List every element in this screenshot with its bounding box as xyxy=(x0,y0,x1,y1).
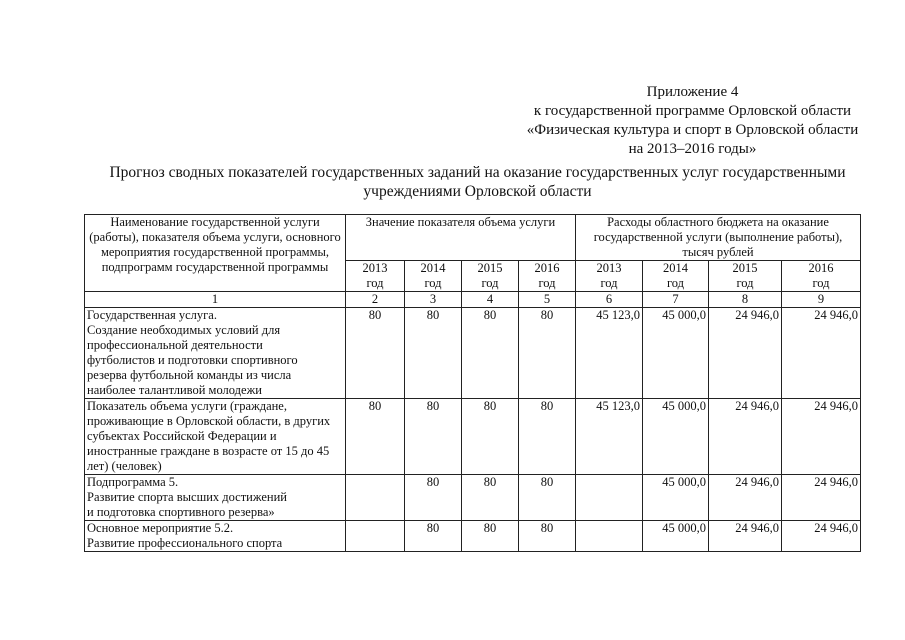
expense-cell: 45 123,0 xyxy=(576,308,643,399)
table-row xyxy=(85,399,861,475)
table-row xyxy=(85,308,861,399)
expense-cell: 45 000,0 xyxy=(643,521,709,552)
volume-cell: 80 xyxy=(462,521,519,552)
row-name-cell xyxy=(85,475,346,521)
row-name-line: резерва футбольной команды из числа xyxy=(87,368,292,382)
header-year: 2014 год xyxy=(405,261,462,292)
volume-cell: 80 xyxy=(405,521,462,552)
volume-cell: 80 xyxy=(519,475,576,521)
expense-cell: 24 946,0 xyxy=(782,308,861,399)
volume-cell xyxy=(346,475,405,521)
row-name-line: иностранные граждане в возрасте от 15 до 45 xyxy=(87,444,330,458)
appendix-header xyxy=(470,83,905,159)
volume-cell: 80 xyxy=(405,308,462,399)
header-year: 2014 год xyxy=(643,261,709,292)
row-name-line: футболистов и подготовки спортивного xyxy=(87,353,298,367)
expense-cell: 24 946,0 xyxy=(782,399,861,475)
table-body xyxy=(85,308,861,552)
row-name-line: Показатель объема услуги (граждане, xyxy=(87,399,287,413)
expense-cell: 24 946,0 xyxy=(709,399,782,475)
volume-cell: 80 xyxy=(405,475,462,521)
expense-cell: 24 946,0 xyxy=(782,521,861,552)
appendix-line: Приложение 4 xyxy=(646,84,739,100)
table-row xyxy=(85,475,861,521)
expense-cell: 24 946,0 xyxy=(709,308,782,399)
expense-cell: 24 946,0 xyxy=(782,475,861,521)
volume-cell: 80 xyxy=(519,521,576,552)
row-name-line: Подпрограмма 5. xyxy=(87,475,179,489)
column-number: 3 xyxy=(405,292,462,308)
header-year: 2013 год xyxy=(346,261,405,292)
indicators-table xyxy=(84,214,861,552)
expense-cell: 45 000,0 xyxy=(643,399,709,475)
volume-cell: 80 xyxy=(519,308,576,399)
row-name-cell xyxy=(85,308,346,399)
row-name-line: проживающие в Орловской области, в других xyxy=(87,414,331,428)
row-name-line: и подготовка спортивного резерва» xyxy=(87,505,275,519)
expense-cell: 45 000,0 xyxy=(643,475,709,521)
row-name-line: Государственная услуга. xyxy=(87,308,217,322)
column-number: 1 xyxy=(85,292,346,308)
header-year: 2015 год xyxy=(709,261,782,292)
expense-cell xyxy=(576,475,643,521)
volume-cell: 80 xyxy=(405,399,462,475)
row-name-line: Создание необходимых условий для xyxy=(87,323,281,337)
header-expense: Расходы областного бюджета на оказание государственной услуги (выполнение работы), тысяч рублей xyxy=(576,215,861,261)
volume-cell: 80 xyxy=(462,399,519,475)
volume-cell: 80 xyxy=(346,399,405,475)
volume-cell: 80 xyxy=(462,308,519,399)
document-title xyxy=(0,163,905,201)
header-name: Наименование государственной услуги (работы), показателя объема услуги, основного мероприятия государственной программы, подпрограмм государственной программы xyxy=(85,215,346,292)
expense-cell xyxy=(576,521,643,552)
table-row xyxy=(85,521,861,552)
appendix-line: «Физическая культура и спорт в Орловской области xyxy=(526,122,859,138)
column-number: 7 xyxy=(643,292,709,308)
row-name-cell xyxy=(85,399,346,475)
appendix-line: к государственной программе Орловской области xyxy=(533,103,852,119)
row-name-line: лет) (человек) xyxy=(87,459,162,473)
column-number: 6 xyxy=(576,292,643,308)
volume-cell xyxy=(346,521,405,552)
expense-cell: 45 123,0 xyxy=(576,399,643,475)
volume-cell: 80 xyxy=(519,399,576,475)
header-year: 2016 год xyxy=(519,261,576,292)
header-year: 2013 год xyxy=(576,261,643,292)
column-number: 8 xyxy=(709,292,782,308)
expense-cell: 24 946,0 xyxy=(709,521,782,552)
title-line: учреждениями Орловской области xyxy=(363,183,592,200)
appendix-line: на 2013–2016 годы» xyxy=(628,141,757,157)
row-name-cell xyxy=(85,521,346,552)
column-number: 2 xyxy=(346,292,405,308)
column-number: 9 xyxy=(782,292,861,308)
expense-cell: 24 946,0 xyxy=(709,475,782,521)
header-volume: Значение показателя объема услуги xyxy=(346,215,576,261)
header-year: 2015 год xyxy=(462,261,519,292)
row-name-line: Развитие профессионального спорта xyxy=(87,536,283,550)
row-name-line: Основное мероприятие 5.2. xyxy=(87,521,234,535)
volume-cell: 80 xyxy=(346,308,405,399)
expense-cell: 45 000,0 xyxy=(643,308,709,399)
title-line: Прогноз сводных показателей государственных заданий на оказание государственных услуг государственными xyxy=(109,164,846,181)
volume-cell: 80 xyxy=(462,475,519,521)
row-name-line: субъектах Российской Федерации и xyxy=(87,429,277,443)
row-name-line: Развитие спорта высших достижений xyxy=(87,490,287,504)
column-number: 4 xyxy=(462,292,519,308)
row-name-line: профессиональной деятельности xyxy=(87,338,263,352)
column-number: 5 xyxy=(519,292,576,308)
row-name-line: наиболее талантливой молодежи xyxy=(87,383,262,397)
header-year: 2016 год xyxy=(782,261,861,292)
